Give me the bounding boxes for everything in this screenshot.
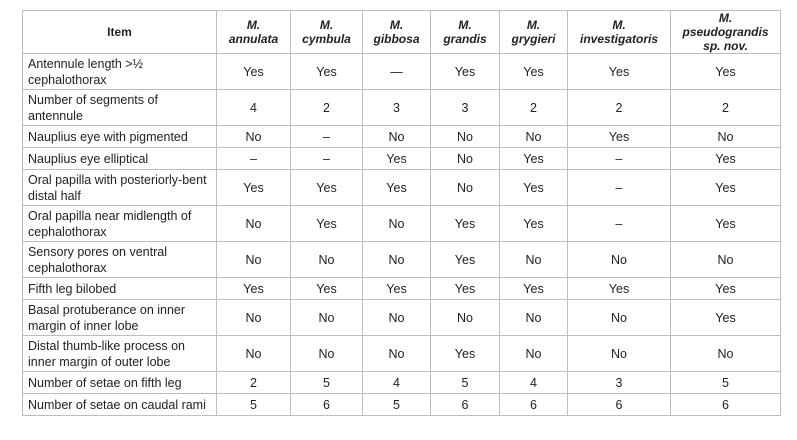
row-item-label: Nauplius eye elliptical	[23, 148, 217, 170]
row-item-label: Number of segments of antennule	[23, 90, 217, 126]
table-cell: 5	[363, 394, 431, 416]
table-cell: No	[291, 300, 363, 336]
table-row	[23, 278, 781, 300]
table-cell: Yes	[500, 54, 568, 90]
table-cell: –	[568, 170, 671, 206]
table-cell: –	[568, 148, 671, 170]
table-cell: 4	[217, 90, 291, 126]
table-cell: No	[568, 242, 671, 278]
table-cell: No	[500, 336, 568, 372]
table-cell: 6	[500, 394, 568, 416]
table-cell: No	[431, 170, 500, 206]
table-cell: Yes	[568, 126, 671, 148]
table-cell: Yes	[671, 206, 781, 242]
table-cell: Yes	[431, 278, 500, 300]
species-comparison-table	[22, 10, 781, 416]
row-item-label: Nauplius eye with pigmented	[23, 126, 217, 148]
comparison-table-container	[22, 10, 780, 416]
table-cell: Yes	[671, 148, 781, 170]
table-row	[23, 300, 781, 336]
table-cell: No	[217, 206, 291, 242]
table-row	[23, 394, 781, 416]
header-m-gibbosa: M. gibbosa	[363, 11, 431, 54]
table-cell: No	[500, 300, 568, 336]
table-cell: –	[291, 126, 363, 148]
table-row	[23, 126, 781, 148]
table-cell: –	[568, 206, 671, 242]
table-row	[23, 372, 781, 394]
table-row	[23, 242, 781, 278]
table-cell: No	[291, 336, 363, 372]
table-cell: Yes	[568, 278, 671, 300]
table-cell: Yes	[671, 54, 781, 90]
row-item-label: Oral papilla with posteriorly-bent distal half	[23, 170, 217, 206]
row-item-label: Number of setae on fifth leg	[23, 372, 217, 394]
table-cell: 5	[671, 372, 781, 394]
table-row	[23, 336, 781, 372]
table-cell: Yes	[500, 148, 568, 170]
header-m-annulata: M. annulata	[217, 11, 291, 54]
table-row	[23, 90, 781, 126]
header-row	[23, 11, 781, 54]
table-cell: Yes	[431, 206, 500, 242]
table-row	[23, 148, 781, 170]
table-cell: 6	[431, 394, 500, 416]
table-cell: Yes	[568, 54, 671, 90]
table-cell: No	[363, 126, 431, 148]
table-cell: No	[671, 336, 781, 372]
table-cell: No	[217, 336, 291, 372]
table-cell: 4	[500, 372, 568, 394]
table-cell: Yes	[217, 170, 291, 206]
header-m-grygieri: M. grygieri	[500, 11, 568, 54]
row-item-label: Number of setae on caudal rami	[23, 394, 217, 416]
table-cell: Yes	[671, 278, 781, 300]
table-cell: No	[671, 242, 781, 278]
table-cell: Yes	[363, 148, 431, 170]
header-m-grandis: M. grandis	[431, 11, 500, 54]
table-cell: –	[217, 148, 291, 170]
table-cell: Yes	[431, 54, 500, 90]
table-cell: No	[363, 242, 431, 278]
table-cell: 5	[291, 372, 363, 394]
table-cell: Yes	[217, 54, 291, 90]
table-cell: Yes	[500, 278, 568, 300]
table-cell: 5	[217, 394, 291, 416]
table-cell: 2	[568, 90, 671, 126]
table-body	[23, 54, 781, 416]
table-cell: No	[431, 148, 500, 170]
table-cell: Yes	[291, 278, 363, 300]
table-cell: 6	[671, 394, 781, 416]
table-cell: No	[500, 126, 568, 148]
table-cell: No	[291, 242, 363, 278]
table-cell: Yes	[291, 54, 363, 90]
table-cell: Yes	[291, 206, 363, 242]
table-cell: Yes	[363, 278, 431, 300]
table-cell: 5	[431, 372, 500, 394]
table-row	[23, 170, 781, 206]
table-cell: Yes	[431, 242, 500, 278]
table-cell: Yes	[671, 300, 781, 336]
table-cell: 2	[671, 90, 781, 126]
table-cell: No	[363, 206, 431, 242]
table-cell: No	[363, 336, 431, 372]
header-m-pseudograndis: M. pseudograndis sp. nov.	[671, 11, 781, 54]
table-cell: No	[217, 242, 291, 278]
table-cell: 3	[431, 90, 500, 126]
row-item-label: Basal protuberance on inner margin of inner lobe	[23, 300, 217, 336]
table-cell: No	[217, 126, 291, 148]
table-cell: 6	[291, 394, 363, 416]
table-cell: 3	[363, 90, 431, 126]
table-row	[23, 206, 781, 242]
table-cell: 4	[363, 372, 431, 394]
table-cell: No	[500, 242, 568, 278]
table-cell: Yes	[217, 278, 291, 300]
table-cell: Yes	[363, 170, 431, 206]
header-m-cymbula: M. cymbula	[291, 11, 363, 54]
row-item-label: Antennule length >½ cephalothorax	[23, 54, 217, 90]
table-cell: 2	[217, 372, 291, 394]
table-cell: No	[568, 336, 671, 372]
row-item-label: Sensory pores on ventral cephalothorax	[23, 242, 217, 278]
header-item: Item	[23, 11, 217, 54]
table-cell: –	[291, 148, 363, 170]
table-cell: 2	[500, 90, 568, 126]
table-cell: Yes	[500, 206, 568, 242]
table-cell: 2	[291, 90, 363, 126]
table-row	[23, 54, 781, 90]
table-cell: Yes	[431, 336, 500, 372]
row-item-label: Oral papilla near midlength of cephalothorax	[23, 206, 217, 242]
table-cell: 6	[568, 394, 671, 416]
table-cell: No	[568, 300, 671, 336]
table-cell: 3	[568, 372, 671, 394]
table-cell: No	[363, 300, 431, 336]
table-cell: No	[671, 126, 781, 148]
table-cell: No	[431, 126, 500, 148]
table-cell: —	[363, 54, 431, 90]
row-item-label: Fifth leg bilobed	[23, 278, 217, 300]
table-cell: Yes	[500, 170, 568, 206]
row-item-label: Distal thumb-like process on inner margin of outer lobe	[23, 336, 217, 372]
table-cell: No	[431, 300, 500, 336]
header-m-investigatoris: M. investigatoris	[568, 11, 671, 54]
table-cell: Yes	[291, 170, 363, 206]
table-cell: Yes	[671, 170, 781, 206]
table-cell: No	[217, 300, 291, 336]
